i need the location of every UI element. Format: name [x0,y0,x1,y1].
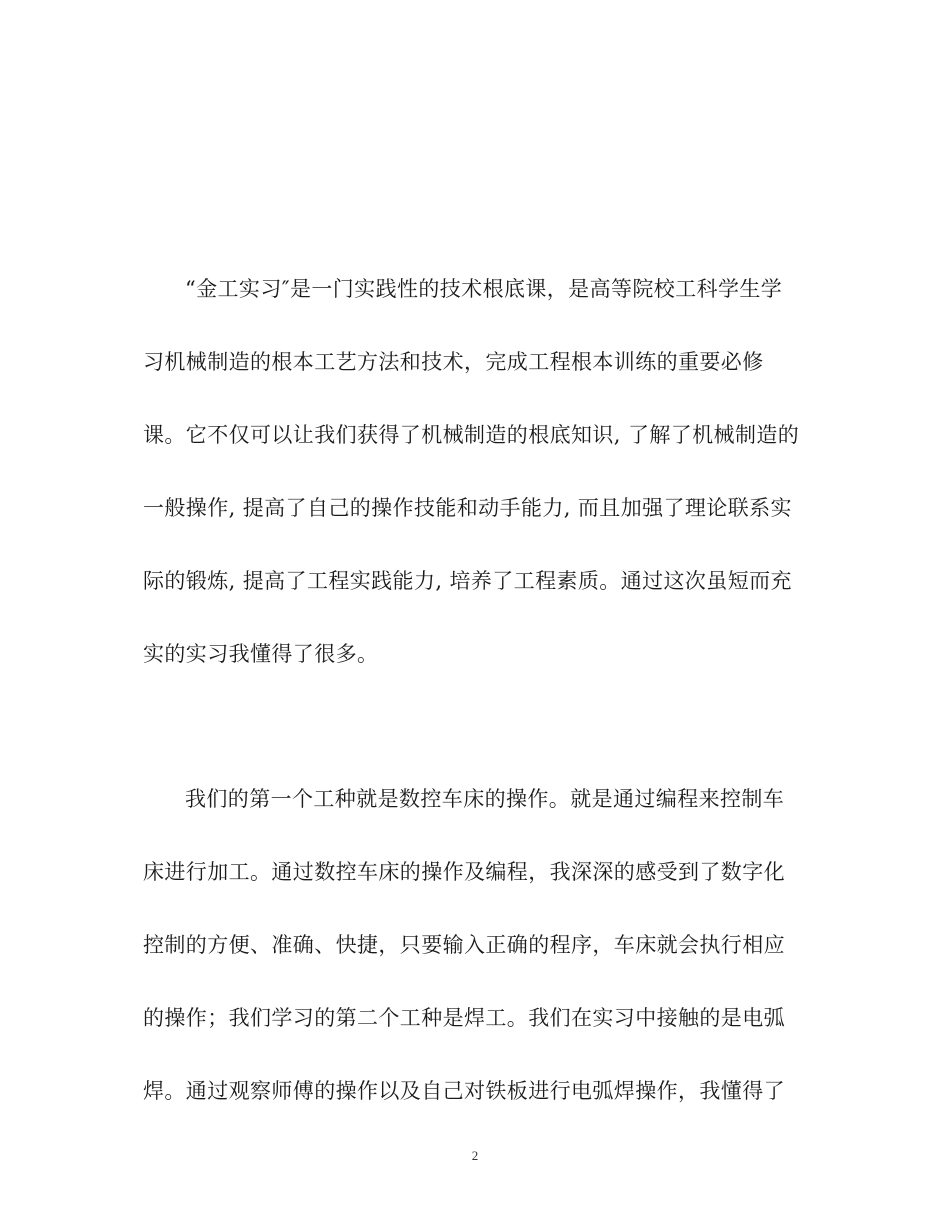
paragraph-line: 实的实习我懂得了很多。 [143,642,379,666]
paragraph-line: 控制的方便、准确、快捷，只要输入正确的程序，车床就会执行相应 [143,933,785,957]
paragraph-line: 际的锻炼, 提高了工程实践能力, 培养了工程素质。通过这次虽短而充 [143,569,792,593]
paragraph-line: 的操作；我们学习的第二个工种是焊工。我们在实习中接触的是电弧 [143,1006,785,1030]
paragraph-work-types [143,787,813,1152]
paragraph-line: 焊。通过观察师傅的操作以及自己对铁板进行电弧焊操作，我懂得了 [143,1079,785,1103]
paragraph-internship-intro [143,277,813,715]
paragraph-line: 一般操作, 提高了自己的操作技能和动手能力, 而且加强了理论联系实 [143,496,792,520]
paragraph-line: “金工实习″是一门实践性的技术根底课，是高等院校工科学生学 [185,277,783,301]
paragraph-line: 课。它不仅可以让我们获得了机械制造的根底知识, 了解了机械制造的 [143,423,800,447]
paragraph-line: 习机械制造的根本工艺方法和技术，完成工程根本训练的重要必修 [143,350,764,374]
page-number: 2 [471,1148,479,1163]
paragraph-line: 我们的第一个工种就是数控车床的操作。就是通过编程来控制车 [185,787,785,811]
paragraph-line: 床进行加工。通过数控车床的操作及编程，我深深的感受到了数字化 [143,860,785,884]
